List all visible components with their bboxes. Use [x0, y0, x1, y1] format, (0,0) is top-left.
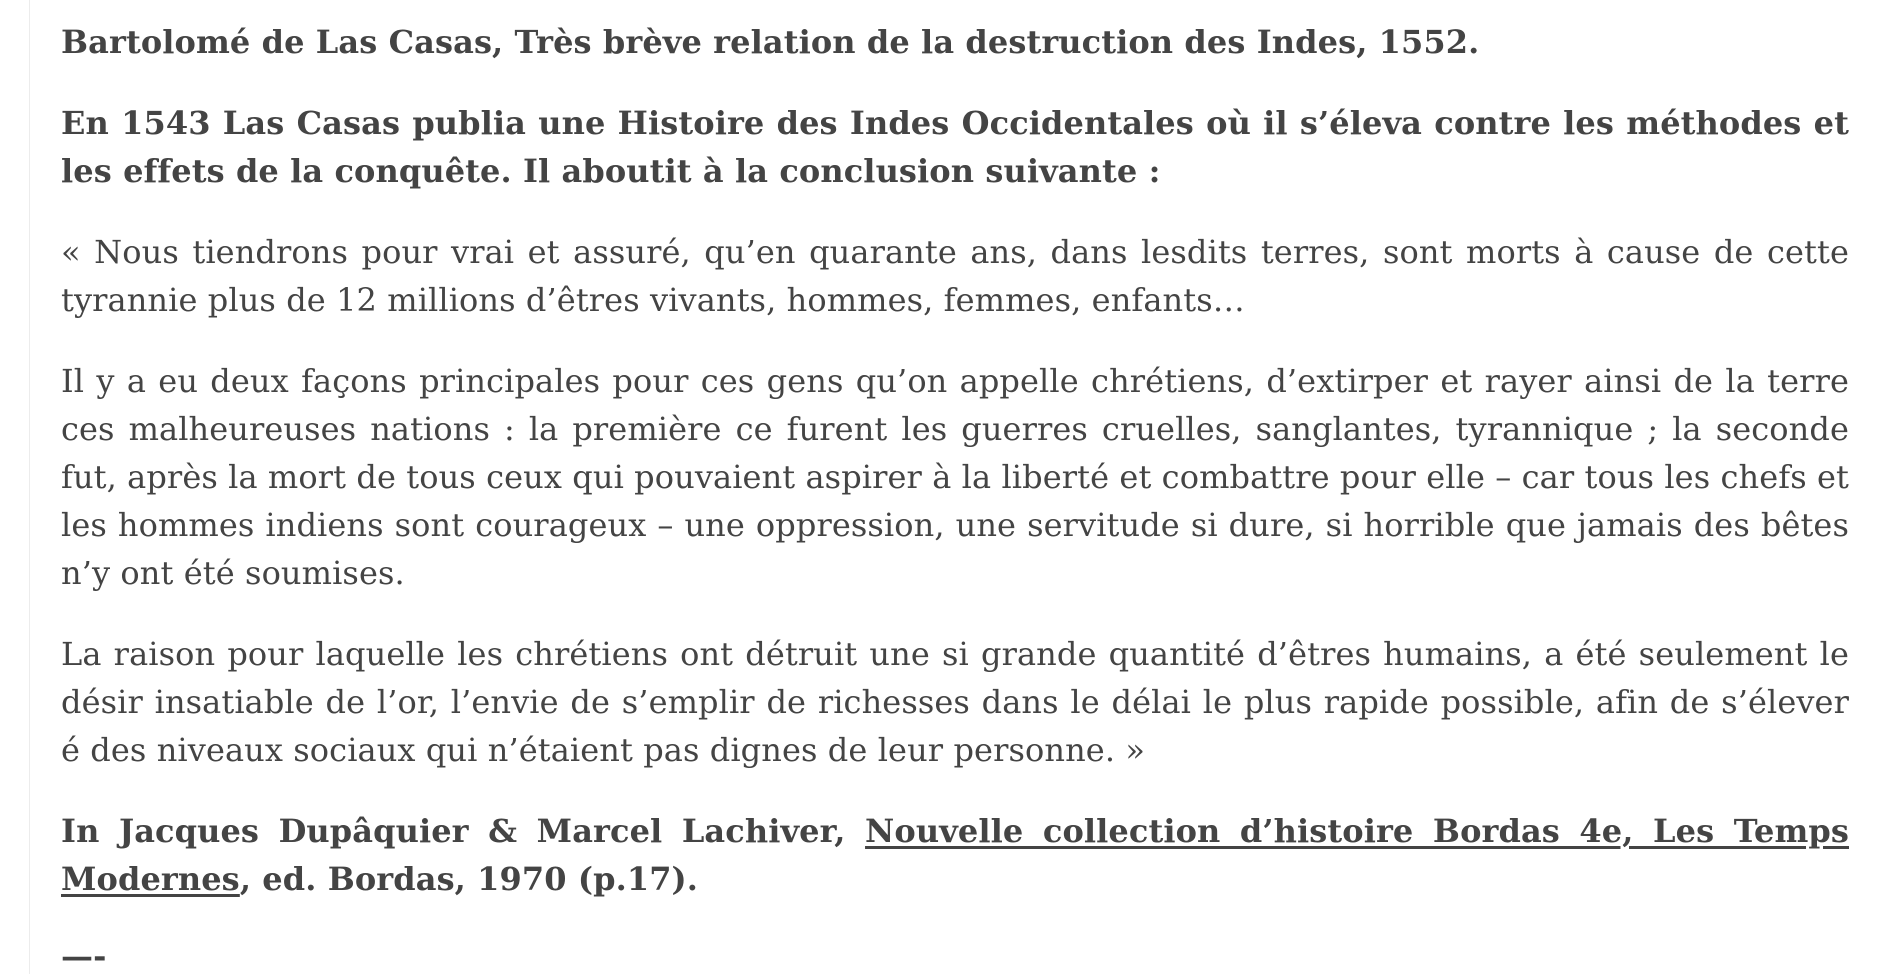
left-border-rule: [29, 0, 30, 974]
source-prefix: In Jacques Dupâquier & Marcel Lachiver,: [61, 812, 866, 850]
source-book-link[interactable]: Nouvelle collection d’histoire Bordas 4e, Les Temps Modernes: [61, 812, 1849, 898]
quote-paragraph-1: « Nous tiendrons pour vrai et assuré, qu’en quarante ans, dans lesdits terres, sont morts à cause de cette tyrannie plus de 12 millions d’êtres vivants, hommes, femmes, enfants…: [61, 233, 1849, 319]
article-body: [61, 18, 1849, 974]
quote-paragraph-3: La raison pour laquelle les chrétiens ont détruit une si grande quantité d’êtres humains, a été seulement le désir insatiable de l’or, l’envie de s’emplir de richesses dans le délai le plus rapide possible, afin de s’élever é des niveaux sociaux qui n’étaient pas dignes de leur personne. »: [61, 635, 1849, 769]
intro-paragraph: En 1543 Las Casas publia une Histoire des Indes Occidentales où il s’éleva contre les méthodes et les effets de la conquête. Il aboutit à la conclusion suivante :: [61, 104, 1849, 190]
separator-dash: —-: [61, 937, 107, 974]
source-suffix: , ed. Bordas, 1970 (p.17).: [239, 860, 699, 898]
source-citation: [61, 807, 1849, 903]
quote-paragraph-2: Il y a eu deux façons principales pour ces gens qu’on appelle chrétiens, d’extirper et rayer ainsi de la terre ces malheureuses nations : la première ce furent les guerres cruelles, sanglantes, tyrannique ; la seconde fut, après la mort de tous ceux qui pouvaient aspirer à la liberté et combattre pour elle – car tous les chefs et les hommes indiens sont courageux – une oppression, une servitude si dure, si horrible que jamais des bêtes n’y ont été soumises.: [61, 362, 1849, 592]
article-heading: Bartolomé de Las Casas, Très brève relation de la destruction des Indes, 1552.: [61, 23, 1480, 61]
